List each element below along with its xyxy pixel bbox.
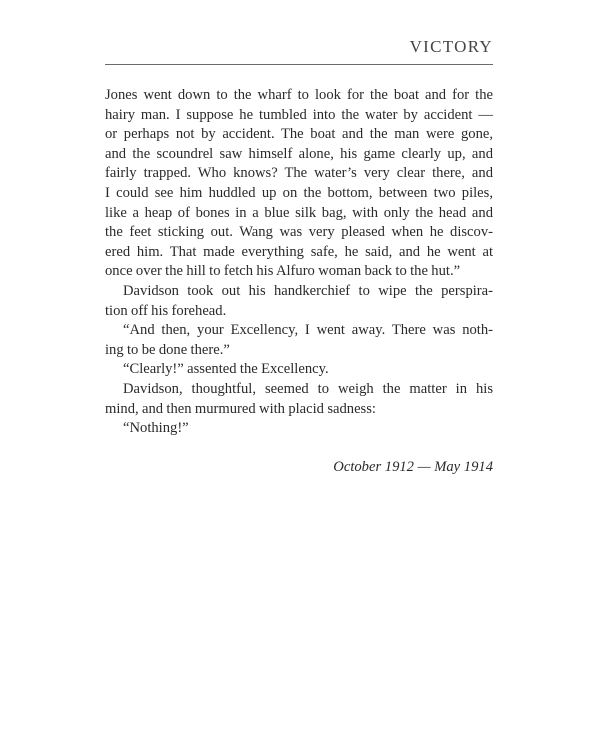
text-line: Davidson took out his handkerchief to wipe the perspira- [123,282,493,299]
text-line: hairy man. I suppose he tumbled into the water by accident — [105,106,493,123]
text-line: I could see him huddled up on the bottom, between two piles, [105,184,493,201]
text-line: tion off his forehead. [105,302,227,319]
body-text [105,86,493,439]
text-line: or perhaps not by accident. The boat and the man were gone, [105,126,493,143]
text-line: “Nothing!” [123,420,189,437]
text-line: Davidson, thoughtful, seemed to weigh the matter in his [123,380,493,397]
text-line: fairly trapped. Who knows? The water’s very clear there, and [105,165,493,182]
text-line: “And then, your Excellency, I went away. There was noth- [123,322,493,339]
running-title: VICTORY [409,37,493,56]
text-line: Jones went down to the wharf to look for the boat and for the [105,87,493,103]
text-line: and the scoundrel saw himself alone, his game clearly up, and [105,145,493,162]
dateline: October 1912 — May 1914 [333,459,493,475]
text-line: ing to be done there.” [105,341,230,358]
text-line: ered him. That made everything safe, he said, and he went at [105,243,493,260]
text-line: the feet sticking out. Wang was very pleased when he discov- [105,224,493,241]
text-line: mind, and then murmured with placid sadness: [105,400,376,417]
header-rule [105,64,493,65]
text-line: once over the hill to fetch his Alfuro woman back to the hut.” [105,263,461,280]
text-line: like a heap of bones in a blue silk bag, with only the head and [105,204,493,221]
text-line: “Clearly!” assented the Excellency. [123,361,329,378]
